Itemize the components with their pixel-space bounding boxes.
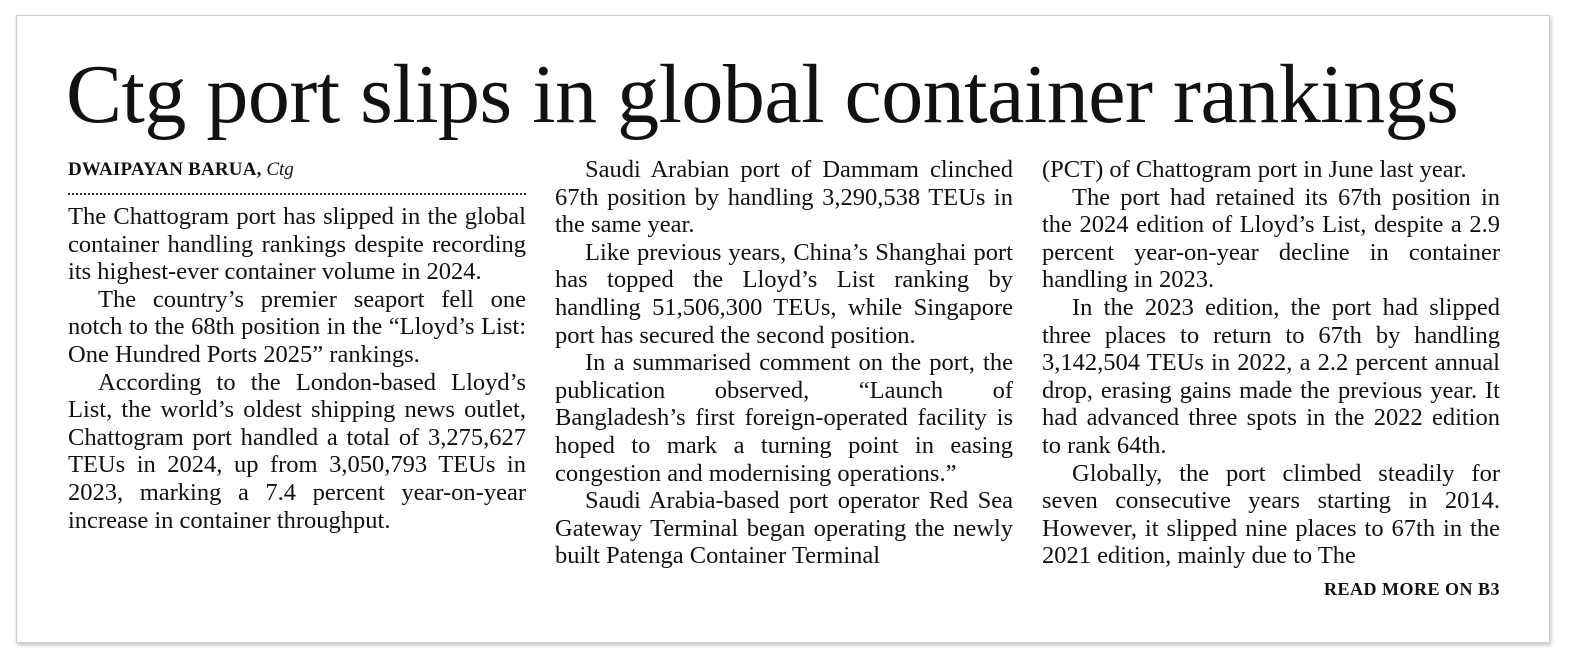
read-more-jump: READ MORE ON B3	[1323, 579, 1500, 599]
headline: Ctg port slips in global container rankings	[66, 48, 1459, 141]
body-paragraph-continuation: (PCT) of Chattogram port in June last year.	[1042, 156, 1467, 183]
body-paragraph: The Chattogram port has slipped in the global container handling rankings despite recording its highest-ever container volume in 2024.	[68, 203, 526, 286]
byline-author: DWAIPAYAN BARUA,	[68, 159, 262, 180]
body-paragraph: Globally, the port climbed steadily for seven consecutive years starting in 2014. However, it slipped nine places to 67th in the 2021 edition, mainly due to The	[1042, 459, 1500, 570]
byline-location: Ctg	[266, 159, 294, 180]
body-paragraph: According to the London-based Lloyd’s List, the world’s oldest shipping news outlet, Chattogram port handled a total of 3,275,627 TEUs in 2024, up from 3,050,793 TEUs in 2023, marking a 7.4 percent year-on-year increase in container throughput.	[68, 368, 526, 534]
body-paragraph: Saudi Arabian port of Dammam clinched 67th position by handling 3,290,538 TEUs in the same year.	[555, 156, 1013, 239]
body-paragraph: Like previous years, China’s Shanghai port has topped the Lloyd’s List ranking by handling 51,506,300 TEUs, while Singapore port has secured the second position.	[555, 238, 1013, 349]
body-paragraph: The country’s premier seaport fell one notch to the 68th position in the “Lloyd’s List: One Hundred Ports 2025” rankings.	[68, 285, 526, 368]
article-column-1	[68, 156, 526, 534]
body-paragraph: Saudi Arabia-based port operator Red Sea Gateway Terminal began operating the newly built Patenga Container Terminal	[555, 487, 1013, 570]
body-paragraph: The port had retained its 67th position in the 2024 edition of Lloyd’s List, despite a 2.9 percent year-on-year decline in container handling in 2023.	[1042, 183, 1500, 294]
body-paragraph: In a summarised comment on the port, the publication observed, “Launch of Bangladesh’s first foreign-operated facility is hoped to mark a turning point in easing congestion and modernising operations.”	[555, 349, 1013, 487]
body-paragraph: In the 2023 edition, the port had slipped three places to return to 67th by handling 3,142,504 TEUs in 2022, a 2.2 percent annual drop, erasing gains made the previous year. It had advanced three spots in the 2022 edition to rank 64th.	[1042, 293, 1500, 459]
byline	[68, 156, 526, 184]
article-column-3	[1042, 156, 1500, 570]
byline-divider	[68, 193, 526, 195]
article-column-2	[555, 156, 1013, 570]
